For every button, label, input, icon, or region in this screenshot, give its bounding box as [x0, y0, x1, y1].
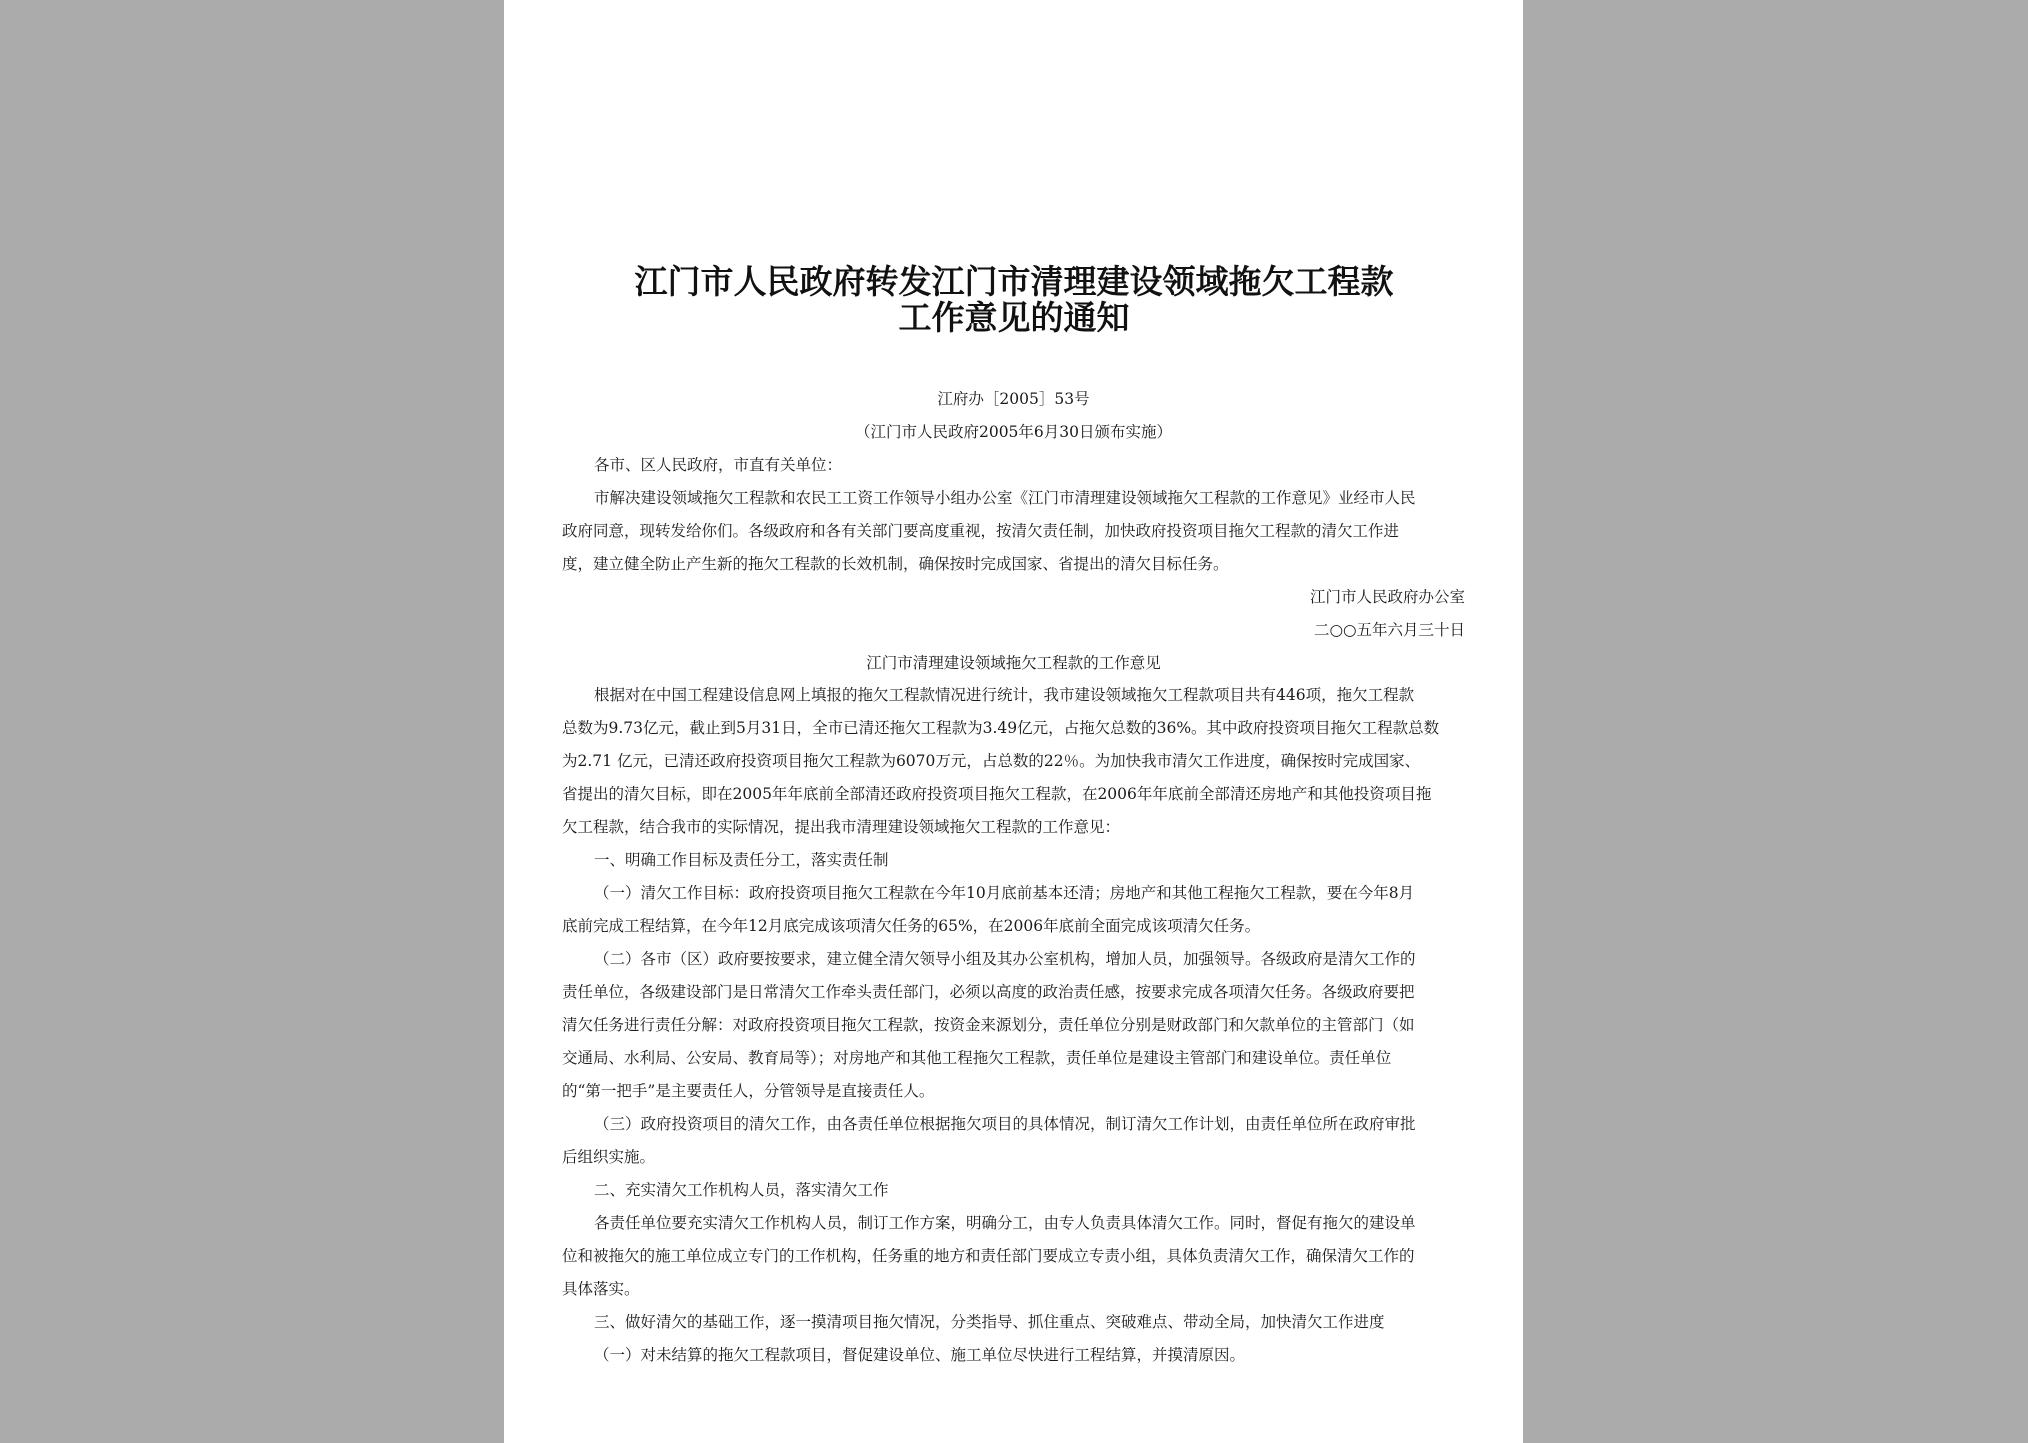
section-heading: 三、做好清欠的基础工作，逐一摸清项目拖欠情况，分类指导、抓住重点、突破难点、带动全局，加快清欠工作进度 [594, 1313, 1385, 1331]
issue-note: （江门市人民政府2005年6月30日颁布实施） [854, 423, 1173, 441]
body-line: 清欠任务进行责任分解：对政府投资项目拖欠工程款，按资金来源划分，责任单位分别是财政部门和欠款单位的主管部门（如 [562, 1016, 1415, 1034]
intro-line: 政府同意，现转发给你们。各级政府和各有关部门要高度重视，按清欠责任制，加快政府投资项目拖欠工程款的清欠工作进 [562, 522, 1400, 540]
body-line: 交通局、水利局、公安局、教育局等）；对房地产和其他工程拖欠工程款，责任单位是建设主管部门和建设单位。责任单位 [562, 1049, 1392, 1067]
body-line: 欠工程款，结合我市的实际情况，提出我市清理建设领域拖欠工程款的工作意见： [562, 818, 1121, 836]
body-line: 根据对在中国工程建设信息网上填报的拖欠工程款情况进行统计，我市建设领域拖欠工程款项目共有446项，拖欠工程款 [594, 686, 1415, 704]
body-line: 总数为9.73亿元，截止到5月31日，全市已清还拖欠工程款为3.49亿元，占拖欠总数的36%。其中政府投资项目拖欠工程款总数 [562, 719, 1440, 737]
body-line: 的“第一把手”是主要责任人，分管领导是直接责任人。 [562, 1082, 935, 1100]
document-title-line-2: 工作意见的通知 [898, 298, 1130, 337]
body-line: 底前完成工程结算，在今年12月底完成该项清欠任务的65%，在2006年底前全面完成该项清欠任务。 [562, 917, 1261, 935]
body-line: 位和被拖欠的施工单位成立专门的工作机构，任务重的地方和责任部门要成立专责小组，具体负责清欠工作，确保清欠工作的 [562, 1247, 1415, 1265]
body-line: 后组织实施。 [562, 1148, 656, 1166]
body-line: 省提出的清欠目标，即在2005年年底前全部清还政府投资项目拖欠工程款，在2006年年底前全部清还房地产和其他投资项目拖 [562, 785, 1432, 803]
body-line: （一）清欠工作目标：政府投资项目拖欠工程款在今年10月底前基本还清；房地产和其他工程拖欠工程款，要在今年8月 [594, 884, 1415, 902]
body-line: 具体落实。 [562, 1280, 640, 1298]
body-line: 责任单位，各级建设部门是日常清欠工作牵头责任部门，必须以高度的政治责任感，按要求完成各项清欠任务。各级政府要把 [562, 983, 1415, 1001]
body-line: 为2.71 亿元，已清还政府投资项目拖欠工程款为6070万元，占总数的22％。为加快我市清欠工作进度，确保按时完成国家、 [562, 752, 1421, 770]
intro-line: 市解决建设领域拖欠工程款和农民工工资工作领导小组办公室《江门市清理建设领域拖欠工程款的工作意见》业经市人民 [594, 489, 1416, 507]
body-line: （一）对未结算的拖欠工程款项目，督促建设单位、施工单位尽快进行工程结算，并摸清原因。 [594, 1346, 1246, 1364]
body-line: （三）政府投资项目的清欠工作，由各责任单位根据拖欠项目的具体情况，制订清欠工作计划，由责任单位所在政府审批 [594, 1115, 1416, 1133]
salutation: 各市、区人民政府，市直有关单位： [594, 456, 843, 474]
signature-org: 江门市人民政府办公室 [1309, 588, 1465, 606]
signature-date: 二○○五年六月三十日 [1313, 621, 1465, 639]
body-line: 各责任单位要充实清欠工作机构人员，制订工作方案，明确分工，由专人负责具体清欠工作。同时，督促有拖欠的建设单 [594, 1214, 1416, 1232]
section-heading: 二、充实清欠工作机构人员，落实清欠工作 [594, 1181, 889, 1199]
body-line: （二）各市（区）政府要按要求，建立健全清欠领导小组及其办公室机构，增加人员，加强领导。各级政府是清欠工作的 [594, 950, 1416, 968]
intro-line: 度，建立健全防止产生新的拖欠工程款的长效机制，确保按时完成国家、省提出的清欠目标任务。 [562, 555, 1229, 573]
opinion-title: 江门市清理建设领域拖欠工程款的工作意见 [866, 654, 1161, 672]
document-title-line-1: 江门市人民政府转发江门市清理建设领域拖欠工程款 [634, 262, 1394, 301]
doc-number: 江府办［2005］53号 [937, 390, 1090, 408]
document-page [504, 0, 1523, 1443]
section-heading: 一、明确工作目标及责任分工，落实责任制 [594, 851, 889, 869]
